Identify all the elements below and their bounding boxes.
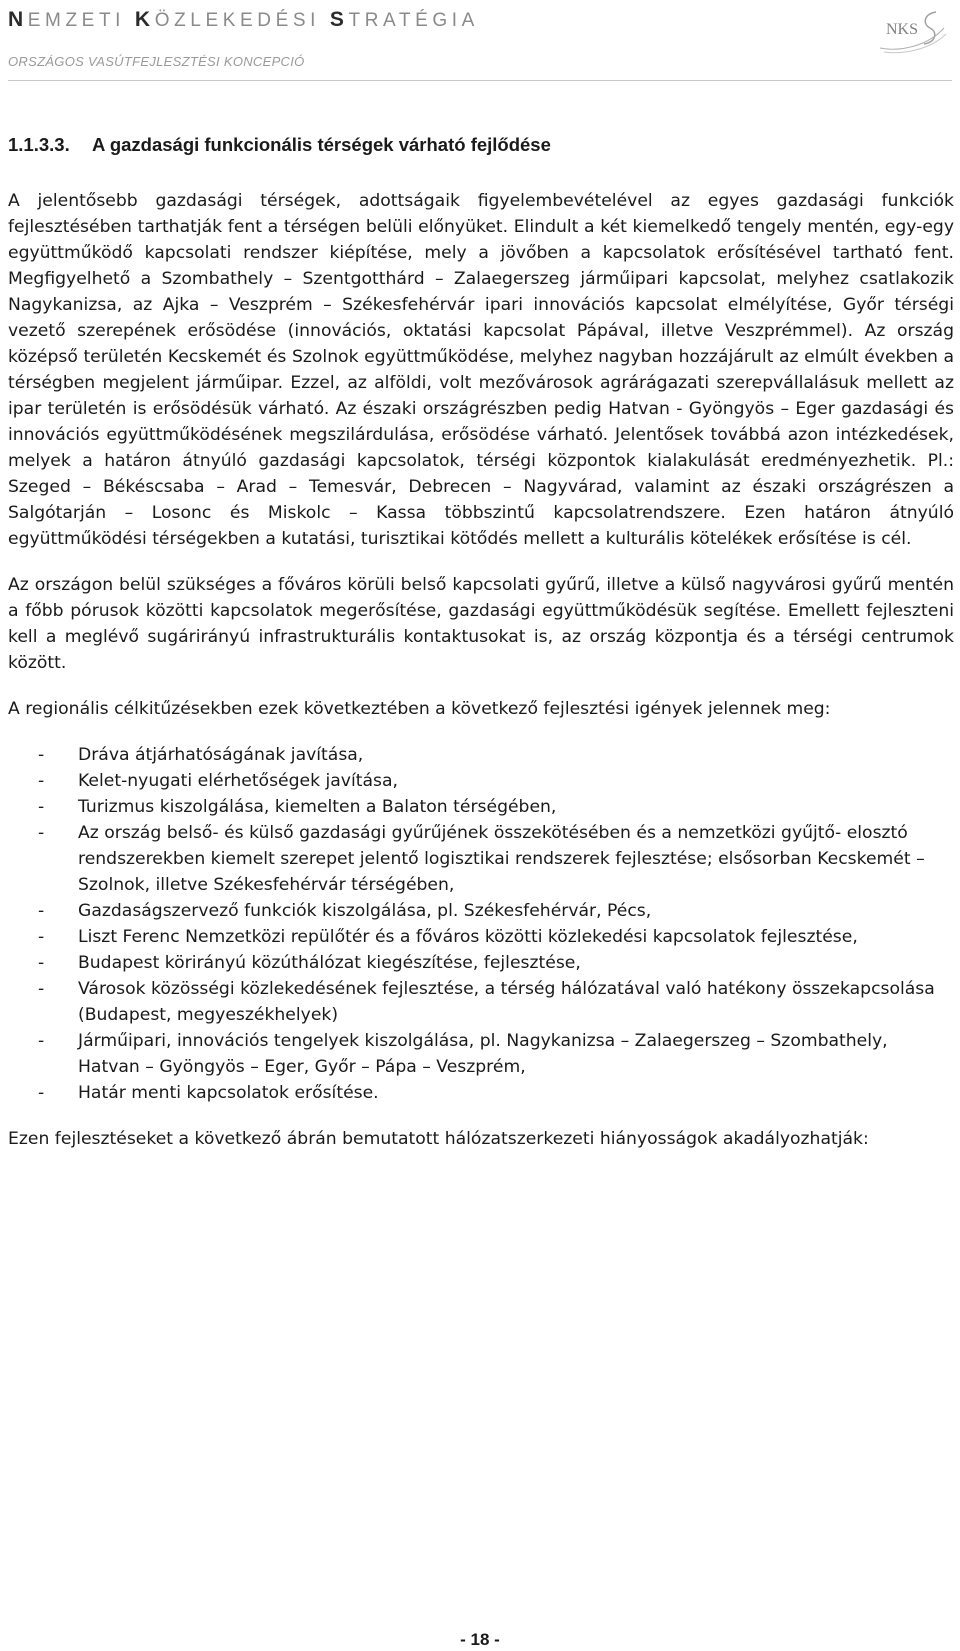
list-item-text: Gazdaságszervező funkciók kiszolgálása, pl. Székesfehérvár, Pécs, (78, 901, 652, 921)
paragraph-economic-regions: A jelentősebb gazdasági térségek, adottságaik figyelembevételével az egyes gazdasági funkciók fejlesztésében tarthatják fent a térségen belüli előnyüket. Elindult a két kiemelkedő tengely mentén, egy-egy együttműködő kapcsolati rendszer kiépítése, mely a jövőben a kapcsolatok erősítésével tartható fent. Megfigyelhető a Szombathely – Szentgotthárd – Zalaegerszeg járműipari kapcsolat, melyhez csatlakozik Nagykanizsa, az Ajka – Veszprém – Székesfehérvár ipari innovációs kapcsolat elmélyítése, Győr térségi vezető szerepének erősödése (innovációs, oktatási kapcsolat Pápával, illetve Veszprémmel). Az ország középső területén Kecskemét és Szolnok együttműködése, melyhez nagyban hozzájárult az elmúlt években a térségben megjelent járműipar. Ezzel, az alföldi, volt mezővárosok agrárágazati szerepvállalásuk mellett az ipar területén is erősödésük várható. Az északi országrészben pedig Hatvan - Gyöngyös – Eger gazdasági és innovációs együttműködésének megszilárdulása, erősödése várható. Jelentősek továbbá azon intézkedések, melyek a határon átnyúló gazdasági kapcsolatok, térségi központok kialakulását eredményezhetik. Pl.: Szeged – Békéscsaba – Arad – Temesvár, Debrecen – Nagyvárad, valamint az északi országrészen a Salgótarján – Losonc és Miskolc – Kassa többszintű kapcsolatrendszere. Ezen határon átnyúló együttműködési térségekben a kutatási, turisztikai kötődés mellett a kulturális kötelékek erősítése is cél. (8, 191, 954, 549)
page-header (8, 8, 952, 80)
dash-bullet: - (38, 979, 45, 999)
paragraph-ring-connections: Az országon belül szükséges a főváros körüli belső kapcsolati gyűrű, illetve a külső nagyvárosi gyűrű mentén a főbb pórusok közötti kapcsolatok megerősítése, gazdasági együttműködésük segítése. Emellett fejleszteni kell a meglévő sugárirányú infrastrukturális kontaktusokat is, az ország központja és a térségi centrumok között. (8, 575, 954, 673)
dash-bullet: - (38, 901, 45, 921)
list-item (8, 898, 954, 924)
list-item (8, 742, 954, 768)
logo-lettering: NKS (886, 21, 919, 38)
list-item-text: Városok közösségi közlekedésének fejlesztése, a térség hálózatával való hatékony összekapcsolása (Budapest, megyeszékhelyek) (78, 979, 935, 1025)
paragraph-development-needs-intro: A regionális célkitűzésekben ezek következtében a következő fejlesztési igények jelennek meg: (8, 699, 831, 719)
list-item (8, 924, 954, 950)
title-initial: N (8, 8, 28, 31)
list-item (8, 768, 954, 794)
dash-bullet: - (38, 771, 45, 791)
title-word: EMZETI (27, 10, 135, 31)
dash-bullet: - (38, 797, 45, 817)
section-title-text: A gazdasági funkcionális térségek várható fejlődése (92, 134, 551, 155)
dash-bullet: - (38, 1083, 45, 1103)
list-item (8, 820, 954, 898)
title-word: TRATÉGIA (348, 10, 479, 31)
dash-bullet: - (38, 927, 45, 947)
nks-logo (870, 8, 948, 56)
list-item-text: Az ország belső- és külső gazdasági gyűrűjének összekötésében és a nemzetközi gyűjtő- elosztó rendszerekben kiemelt szerepet jelentő logisztikai rendszerek fejlesztése; elsősorban Kecskemét – Szolnok, illetve Székesfehérvár térségében, (78, 823, 925, 895)
list-item (8, 976, 954, 1028)
dash-bullet: - (38, 1031, 45, 1051)
list-item-text: Kelet-nyugati elérhetőségek javítása, (78, 771, 398, 791)
main-content (8, 132, 954, 1172)
list-item-text: Járműipari, innovációs tengelyek kiszolgálása, pl. Nagykanizsa – Zalaegerszeg – Szombathely, Hatvan – Gyöngyös – Eger, Győr – Pápa – Veszprém, (78, 1031, 888, 1077)
title-word: ÖZLEKEDÉSI (154, 10, 330, 31)
list-item-text: Turizmus kiszolgálása, kiemelten a Balaton térségében, (78, 797, 557, 817)
page-number: - 18 - (460, 1630, 500, 1649)
development-needs-list (8, 742, 954, 1106)
list-item (8, 1028, 954, 1080)
title-initial: S (329, 8, 349, 31)
section-number: 1.1.3.3. (8, 134, 70, 155)
list-item (8, 950, 954, 976)
list-item-text: Budapest körirányú közúthálózat kiegészítése, fejlesztése, (78, 953, 581, 973)
document-series-title (8, 8, 479, 32)
paragraph-network-deficiencies: Ezen fejlesztéseket a következő ábrán bemutatott hálózatszerkezeti hiányosságok akadályozhatják: (8, 1129, 869, 1149)
dash-bullet: - (38, 823, 45, 843)
document-subtitle: ORSZÁGOS VASÚTFEJLESZTÉSI KONCEPCIÓ (8, 54, 305, 69)
list-item-text: Határ menti kapcsolatok erősítése. (78, 1083, 379, 1103)
header-divider (8, 80, 952, 81)
list-item (8, 1080, 954, 1106)
dash-bullet: - (38, 953, 45, 973)
section-heading (8, 132, 954, 158)
list-item-text: Liszt Ferenc Nemzetközi repülőtér és a főváros közötti közlekedési kapcsolatok fejlesztése, (78, 927, 858, 947)
title-initial: K (134, 8, 155, 31)
dash-bullet: - (38, 745, 45, 765)
list-item (8, 794, 954, 820)
list-item-text: Dráva átjárhatóságának javítása, (78, 745, 364, 765)
